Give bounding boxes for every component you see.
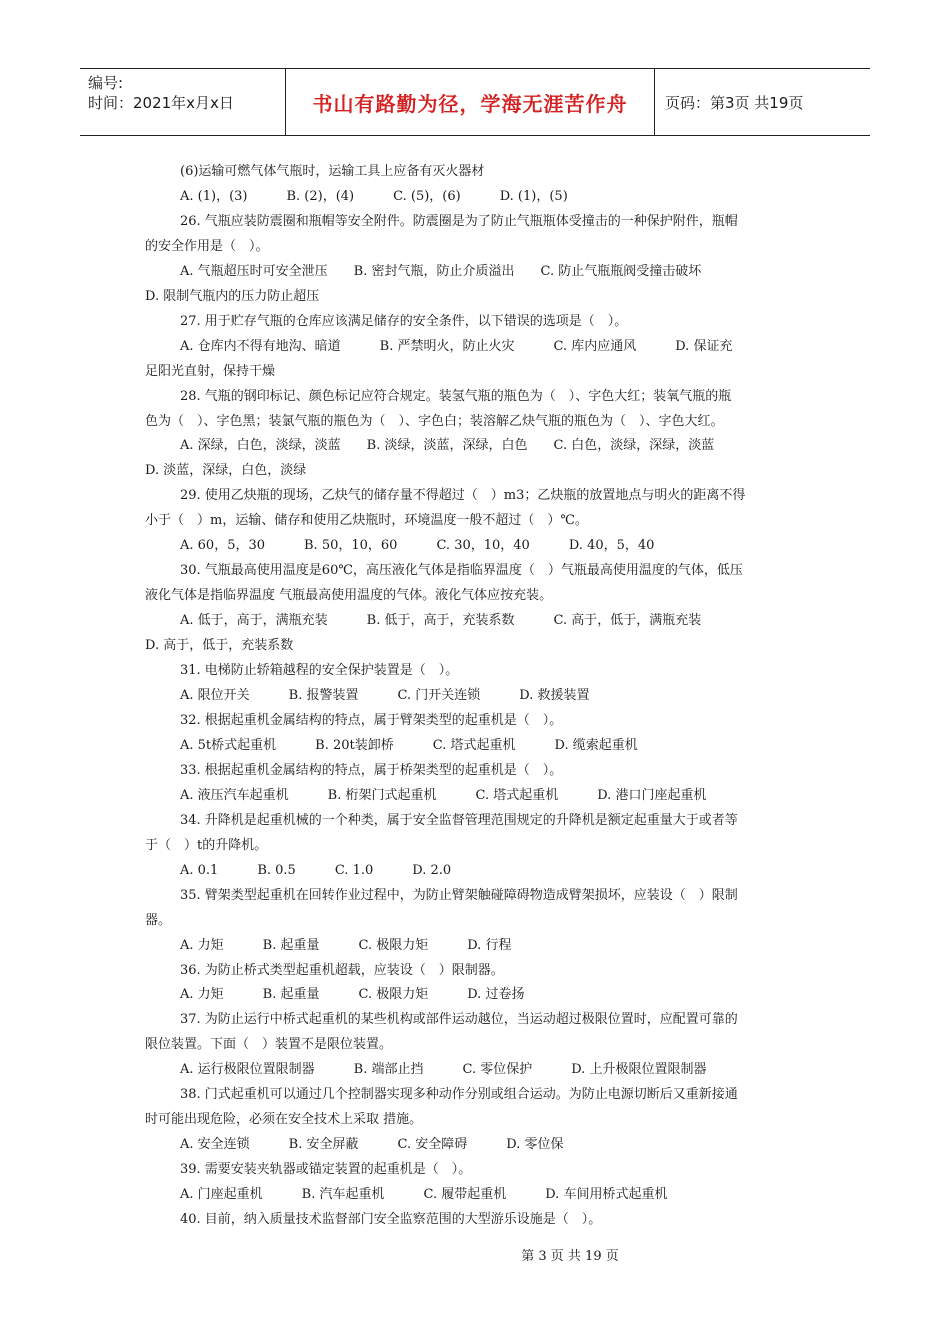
text-line: A. 门座起重机 B. 汽车起重机 C. 履带起重机 D. 车间用桥式起重机 (180, 1187, 668, 1203)
text-line: A. 液压汽车起重机 B. 桁架门式起重机 C. 塔式起重机 D. 港口门座起重机 (180, 787, 707, 803)
text-line: 器。 (145, 912, 172, 928)
text-line: 34. 升降机是起重机械的一个种类，属于安全监督管理范围规定的升降机是额定起重量大于或者等 (180, 812, 738, 828)
text-line: 32. 根据起重机金属结构的特点，属于臂架类型的起重机是（ ）。 (180, 712, 563, 728)
document-body (145, 160, 800, 1233)
text-line: 时可能出现危险，必须在安全技术上采取 措施。 (145, 1112, 423, 1128)
text-line: 31. 电梯防止轿箱越程的安全保护装置是（ ）。 (180, 663, 459, 679)
text-line: D. 限制气瓶内的压力防止超压 (145, 288, 320, 304)
text-line: 足阳光直射，保持干燥 (145, 363, 276, 379)
text-line: A. 限位开关 B. 报警装置 C. 门开关连锁 D. 救援装置 (180, 688, 590, 704)
text-line: 限位装置。下面（ ）装置不是限位装置。 (145, 1037, 393, 1053)
number-label: 编号: (88, 74, 124, 92)
text-line: A. 0.1 B. 0.5 C. 1.0 D. 2.0 (180, 862, 452, 878)
text-line: 38. 门式起重机可以通过几个控制器实现多种动作分别或组合运动。为防止电源切断后又重新接通 (180, 1087, 738, 1103)
text-line: 的安全作用是（ ）。 (145, 238, 269, 254)
text-line: 27. 用于贮存气瓶的仓库应该满足储存的安全条件，以下错误的选项是（ ）。 (180, 313, 628, 329)
text-line: 37. 为防止运行中桥式起重机的某些机构或部件运动越位，当运动超过极限位置时，应配置可靠的 (180, 1012, 738, 1028)
text-line: A. 深绿，白色，淡绿，淡蓝 B. 淡绿，淡蓝，深绿，白色 C. 白色，淡绿，深绿，淡蓝 (180, 438, 715, 454)
text-line: 28. 气瓶的钢印标记、颜色标记应符合规定。装氢气瓶的瓶色为（ ）、字色大红；装氧气瓶的瓶 (180, 388, 732, 404)
header-motto: 书山有路勤为径，学海无涯苦作舟 (312, 91, 628, 116)
page-header (80, 68, 870, 136)
text-line: A. 5t桥式起重机 B. 20t装卸桥 C. 塔式起重机 D. 缆索起重机 (180, 737, 638, 753)
time-label: 时间：2021年x月x日 (88, 94, 234, 112)
header-motto-cell (285, 69, 655, 135)
text-line: 29. 使用乙炔瓶的现场，乙炔气的储存量不得超过（ ）m3；乙炔瓶的放置地点与明火的距离不得 (180, 488, 746, 504)
text-line: 40. 目前，纳入质量技术监督部门安全监察范围的大型游乐设施是（ ）。 (180, 1212, 602, 1228)
text-line: 39. 需要安装夹轨器或锚定装置的起重机是（ ）。 (180, 1162, 472, 1178)
text-line: A. 仓库内不得有地沟、暗道 B. 严禁明火，防止火灾 C. 库内应通风 D. 保证充 (180, 338, 733, 354)
text-line: (6)运输可燃气体气瓶时，运输工具上应备有灭火器材 (180, 164, 485, 179)
text-line: D. 淡蓝，深绿，白色，淡绿 (145, 463, 307, 479)
text-line: 于（ ）t的升降机。 (145, 837, 268, 853)
text-line: 36. 为防止桥式类型起重机超载，应装设（ ）限制器。 (180, 962, 504, 978)
text-line: 小于（ ）m，运输、储存和使用乙炔瓶时，环境温度一般不超过（ ）℃。 (145, 513, 588, 529)
page-footer (0, 1245, 950, 1264)
header-page-cell (655, 69, 870, 135)
text-line: D. 高于，低于，充装系数 (145, 638, 294, 654)
text-line: A. 60，5，30 B. 50，10，60 C. 30，10，40 D. 40，5，40 (180, 538, 655, 554)
text-line: 26. 气瓶应装防震圈和瓶帽等安全附件。防震圈是为了防止气瓶瓶体受撞击的一种保护附件，瓶帽 (180, 213, 738, 229)
text-line: A. 气瓶超压时可安全泄压 B. 密封气瓶，防止介质溢出 C. 防止气瓶瓶阀受撞击破坏 (180, 263, 702, 279)
text-line: A. 力矩 B. 起重量 C. 极限力矩 D. 过卷扬 (180, 987, 525, 1003)
text-line: 30. 气瓶最高使用温度是60℃，高压液化气体是指临界温度（ ）气瓶最高使用温度的气体，低压 (180, 563, 743, 579)
text-line: A. 运行极限位置限制器 B. 端部止挡 C. 零位保护 D. 上升极限位置限制器 (180, 1062, 707, 1078)
text-line: 33. 根据起重机金属结构的特点，属于桥架类型的起重机是（ ）。 (180, 762, 563, 778)
text-line: A. (1)，(3) B. (2)，(4) C. (5)，(6) D. (1)，(5) (180, 188, 568, 204)
header-info (80, 69, 285, 135)
footer-page-number: 第 3 页 共 19 页 (521, 1249, 619, 1264)
text-line: 35. 臂架类型起重机在回转作业过程中，为防止臂架触碰障碍物造成臂架损坏，应装设（ ）限制 (180, 887, 738, 903)
header-page-label: 页码：第3页 共19页 (665, 93, 804, 112)
text-line: 色为（ ）、字色黑；装氯气瓶的瓶色为（ ）、字色白；装溶解乙炔气瓶的瓶色为（ ）、字色大红。 (145, 413, 724, 429)
text-line: A. 力矩 B. 起重量 C. 极限力矩 D. 行程 (180, 937, 512, 953)
text-line: 液化气体是指临界温度 气瓶最高使用温度的气体。液化气体应按充装。 (145, 588, 553, 604)
text-line: A. 低于，高于，满瓶充装 B. 低于，高于，充装系数 C. 高于，低于，满瓶充装 (180, 613, 702, 629)
text-line: A. 安全连锁 B. 安全屏蔽 C. 安全障碍 D. 零位保 (180, 1137, 564, 1153)
